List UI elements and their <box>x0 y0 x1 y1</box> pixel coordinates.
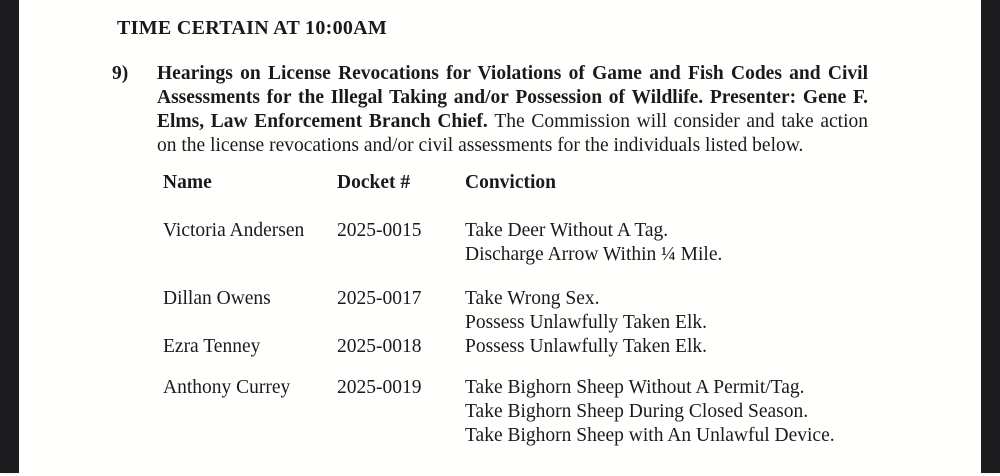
left-dark-border <box>0 0 19 473</box>
row-name: Ezra Tenney <box>163 336 261 357</box>
agenda-item-bold-text: Hearings on License Revocations for Violations of Game and Fish Codes and Civil Assessments for the Illegal Taking and/or Possession of Wildlife. Presenter: Gene F. Elms, Law Enforcement Branch Chief. <box>157 63 868 132</box>
column-header-conviction: Conviction <box>465 172 557 193</box>
row-docket: 2025-0015 <box>337 220 422 241</box>
time-certain-heading: TIME CERTAIN AT 10:00AM <box>117 17 388 39</box>
table-row <box>163 219 965 267</box>
table-row <box>163 335 965 359</box>
revocation-table <box>163 171 965 448</box>
table-rows <box>163 219 965 448</box>
table-row <box>163 287 965 335</box>
table-header-row <box>163 171 965 195</box>
conviction-line: Take Bighorn Sheep Without A Permit/Tag. <box>465 377 805 398</box>
right-dark-border <box>981 0 1000 473</box>
column-header-docket: Docket # <box>337 172 411 193</box>
column-header-name: Name <box>163 172 212 193</box>
row-docket: 2025-0019 <box>337 377 422 398</box>
agenda-item-number: 9) <box>112 63 129 84</box>
row-convictions <box>465 287 965 335</box>
row-name: Anthony Currey <box>163 377 291 398</box>
row-convictions <box>465 335 965 359</box>
agenda-item-9 <box>112 62 872 158</box>
agenda-item-text <box>157 62 868 158</box>
conviction-line: Discharge Arrow Within ¼ Mile. <box>465 244 723 265</box>
conviction-line: Possess Unlawfully Taken Elk. <box>465 336 708 357</box>
row-name: Victoria Andersen <box>163 220 305 241</box>
conviction-line: Take Bighorn Sheep During Closed Season. <box>465 401 809 422</box>
row-convictions <box>465 219 965 267</box>
conviction-line: Take Bighorn Sheep with An Unlawful Device. <box>465 425 835 446</box>
row-name: Dillan Owens <box>163 288 271 309</box>
row-convictions <box>465 376 965 448</box>
document-page <box>19 0 981 476</box>
row-docket: 2025-0017 <box>337 288 422 309</box>
agenda-item-regular-text: The Commission will consider and take action on the license revocations and/or civil assessments for the individuals listed below. <box>157 111 868 156</box>
conviction-line: Take Deer Without A Tag. <box>465 220 669 241</box>
conviction-line: Take Wrong Sex. <box>465 288 600 309</box>
conviction-line: Possess Unlawfully Taken Elk. <box>465 312 708 333</box>
table-row <box>163 376 965 448</box>
row-docket: 2025-0018 <box>337 336 422 357</box>
